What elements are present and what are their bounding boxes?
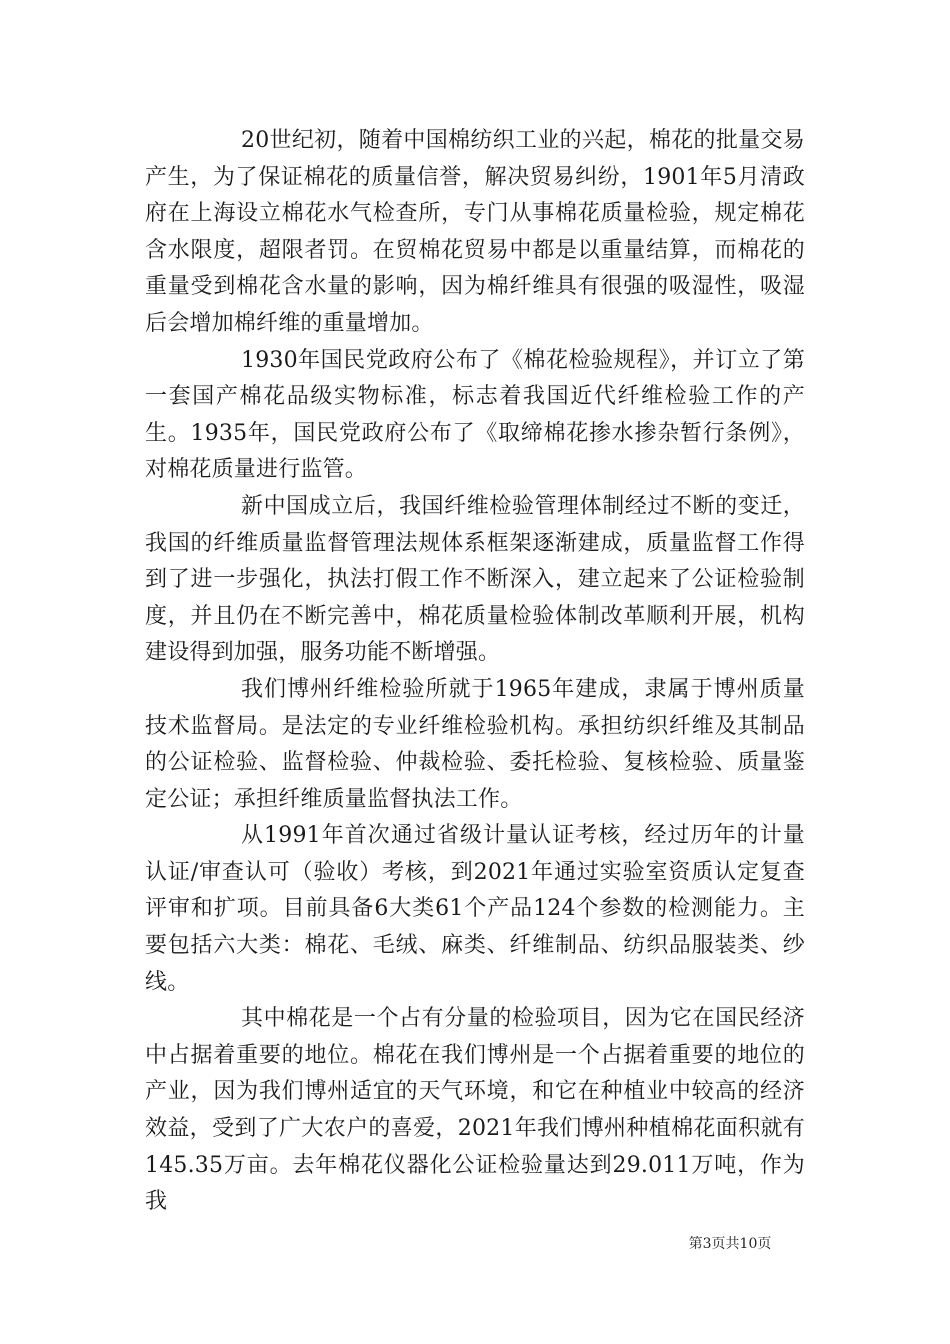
paragraph-1: 20世纪初，随着中国棉纺织工业的兴起，棉花的批量交易产生，为了保证棉花的质量信誉，解决贸易纠纷，1901年5月清政府在上海设立棉花水气检查所，专门从事棉花质量检验，规定棉花含水限度，超限者罚。在贸棉花贸易中都是以重量结算，而棉花的重量受到棉花含水量的影响，因为棉纤维具有很强的吸湿性，吸湿后会增加棉纤维的重量增加。 <box>145 128 805 336</box>
paragraph-3: 新中国成立后，我国纤维检验管理体制经过不断的变迁，我国的纤维质量监督管理法规体系框架逐渐建成，质量监督工作得到了进一步强化，执法打假工作不断深入，建立起来了公证检验制度，并且仍在不断完善中，棉花质量检验体制改革顺利开展，机构建设得到加强，服务功能不断增强。 <box>145 493 805 666</box>
page-number-footer: 第3页共10页 <box>688 1236 772 1252</box>
paragraph-5: 从1991年首次通过省级计量认证考核，经过历年的计量认证/审查认可（验收）考核，到2021年通过实验室资质认定复查评审和扩项。目前具备6大类61个产品124个参数的检测能力。主要包括六大类：棉花、毛绒、麻类、纤维制品、纺织品服装类、纱线。 <box>145 823 805 995</box>
document-body <box>145 123 805 1221</box>
paragraph-4: 我们博州纤维检验所就于1965年建成，隶属于博州质量技术监督局。是法定的专业纤维检验机构。承担纺织纤维及其制品的公证检验、监督检验、仲裁检验、委托检验、复核检验、质量鉴定公证；承担纤维质量监督执法工作。 <box>145 676 805 812</box>
paragraph-6: 其中棉花是一个占有分量的检验项目，因为它在国民经济中占据着重要的地位。棉花在我们博州是一个占据着重要的地位的产业，因为我们博州适宜的天气环境，和它在种植业中较高的经济效益，受到了广大农户的喜爱，2021年我们博州种植棉花面积就有145.35万亩。去年棉花仪器化公证检验量达到29.011万吨，作为我 <box>145 1006 805 1215</box>
paragraph-2: 1930年国民党政府公布了《棉花检验规程》，并订立了第一套国产棉花品级实物标准，标志着我国近代纤维检验工作的产生。1935年，国民党政府公布了《取缔棉花掺水掺杂暂行条例》，对棉花质量进行监管。 <box>145 347 805 483</box>
